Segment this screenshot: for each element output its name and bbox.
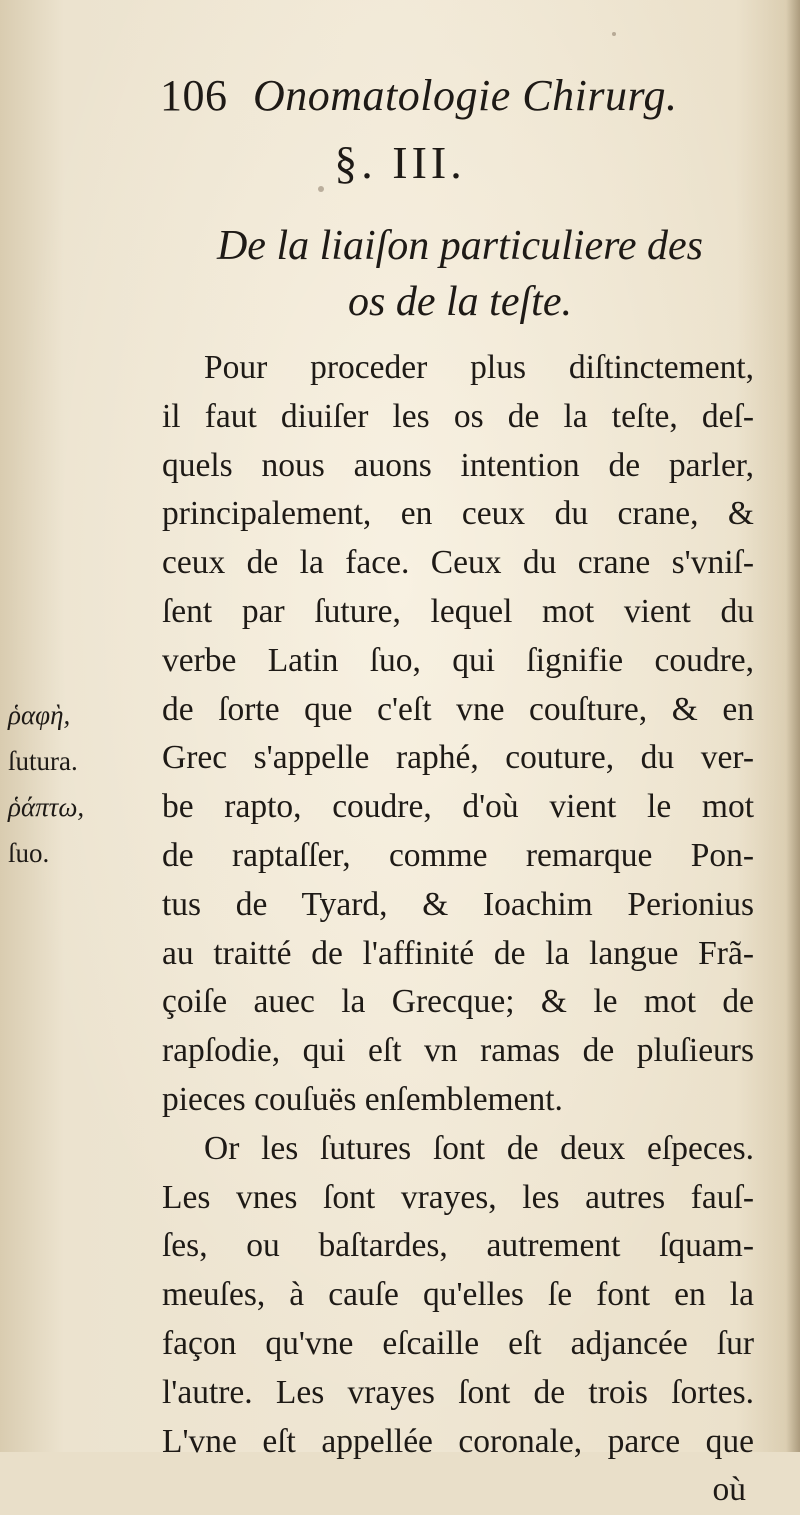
body-line: quels nous auons intention de parler,	[162, 446, 754, 484]
catchword: où	[712, 1471, 746, 1509]
body-line: verbe Latin ſuo, qui ſignifie coudre,	[162, 641, 754, 679]
section-title	[160, 218, 760, 330]
ink-speck	[318, 186, 324, 192]
body-line: ſent par ſuture, lequel mot vient du	[162, 592, 754, 630]
body-line: l'autre. Les vrayes ſont de trois ſortes.	[162, 1373, 754, 1411]
body-line: L'vne eſt appellée coronale, parce que	[162, 1422, 754, 1460]
body-line: çoiſe auec la Grecque; & le mot de	[162, 983, 754, 1021]
body-text	[162, 344, 754, 1515]
body-line: principalement, en ceux du crane, &	[162, 495, 754, 533]
body-line: de ſorte que c'eſt vne couſture, & en	[162, 690, 754, 728]
margin-note: ſutura.	[8, 746, 78, 776]
body-line: ceux de la face. Ceux du crane s'vniſ-	[162, 544, 754, 582]
body-line: ſes, ou baſtardes, autrement ſquam-	[162, 1227, 754, 1265]
body-line: au traitté de l'affinité de la langue Frã-	[162, 934, 754, 972]
section-title-line: os de la teſte.	[348, 279, 572, 325]
page-number: 106	[160, 71, 228, 120]
body-line: Les vnes ſont vrayes, les autres fauſ-	[162, 1178, 754, 1216]
margin-note: ῥάπτω,	[8, 792, 85, 822]
body-line: il faut diuiſer les os de la teſte, deſ-	[162, 397, 754, 435]
margin-note: ſuo.	[8, 838, 50, 868]
body-line: façon qu'vne eſcaille eſt adjancée ſur	[162, 1324, 754, 1362]
body-line: Pour proceder plus diſtinctement,	[204, 349, 754, 386]
body-line: rapſodie, qui eſt vn ramas de pluſieurs	[162, 1032, 754, 1070]
margin-notes	[8, 692, 128, 876]
body-line: pieces couſuës enſemblement.	[162, 1080, 563, 1118]
body-line: meuſes, à cauſe qu'elles ſe font en la	[162, 1276, 754, 1314]
body-line: Grec s'appelle raphé, couture, du ver-	[162, 739, 754, 777]
section-number: §. III.	[334, 137, 466, 188]
section-title-line: De la liaiſon particuliere des	[216, 223, 704, 269]
page-header	[160, 70, 677, 121]
ink-speck	[612, 32, 616, 36]
body-line: de raptaſſer, comme remarque Pon-	[162, 836, 754, 874]
body-line: tus de Tyard, & Ioachim Perionius	[162, 885, 754, 923]
running-title: Onomatologie Chirurg.	[253, 71, 678, 120]
margin-note: ῥαφὴ,	[8, 700, 71, 730]
page-edge-shadow	[786, 0, 800, 1452]
body-line: Or les ſutures ſont de deux eſpeces.	[204, 1129, 754, 1167]
body-line: be rapto, coudre, d'où vient le mot	[162, 788, 754, 826]
